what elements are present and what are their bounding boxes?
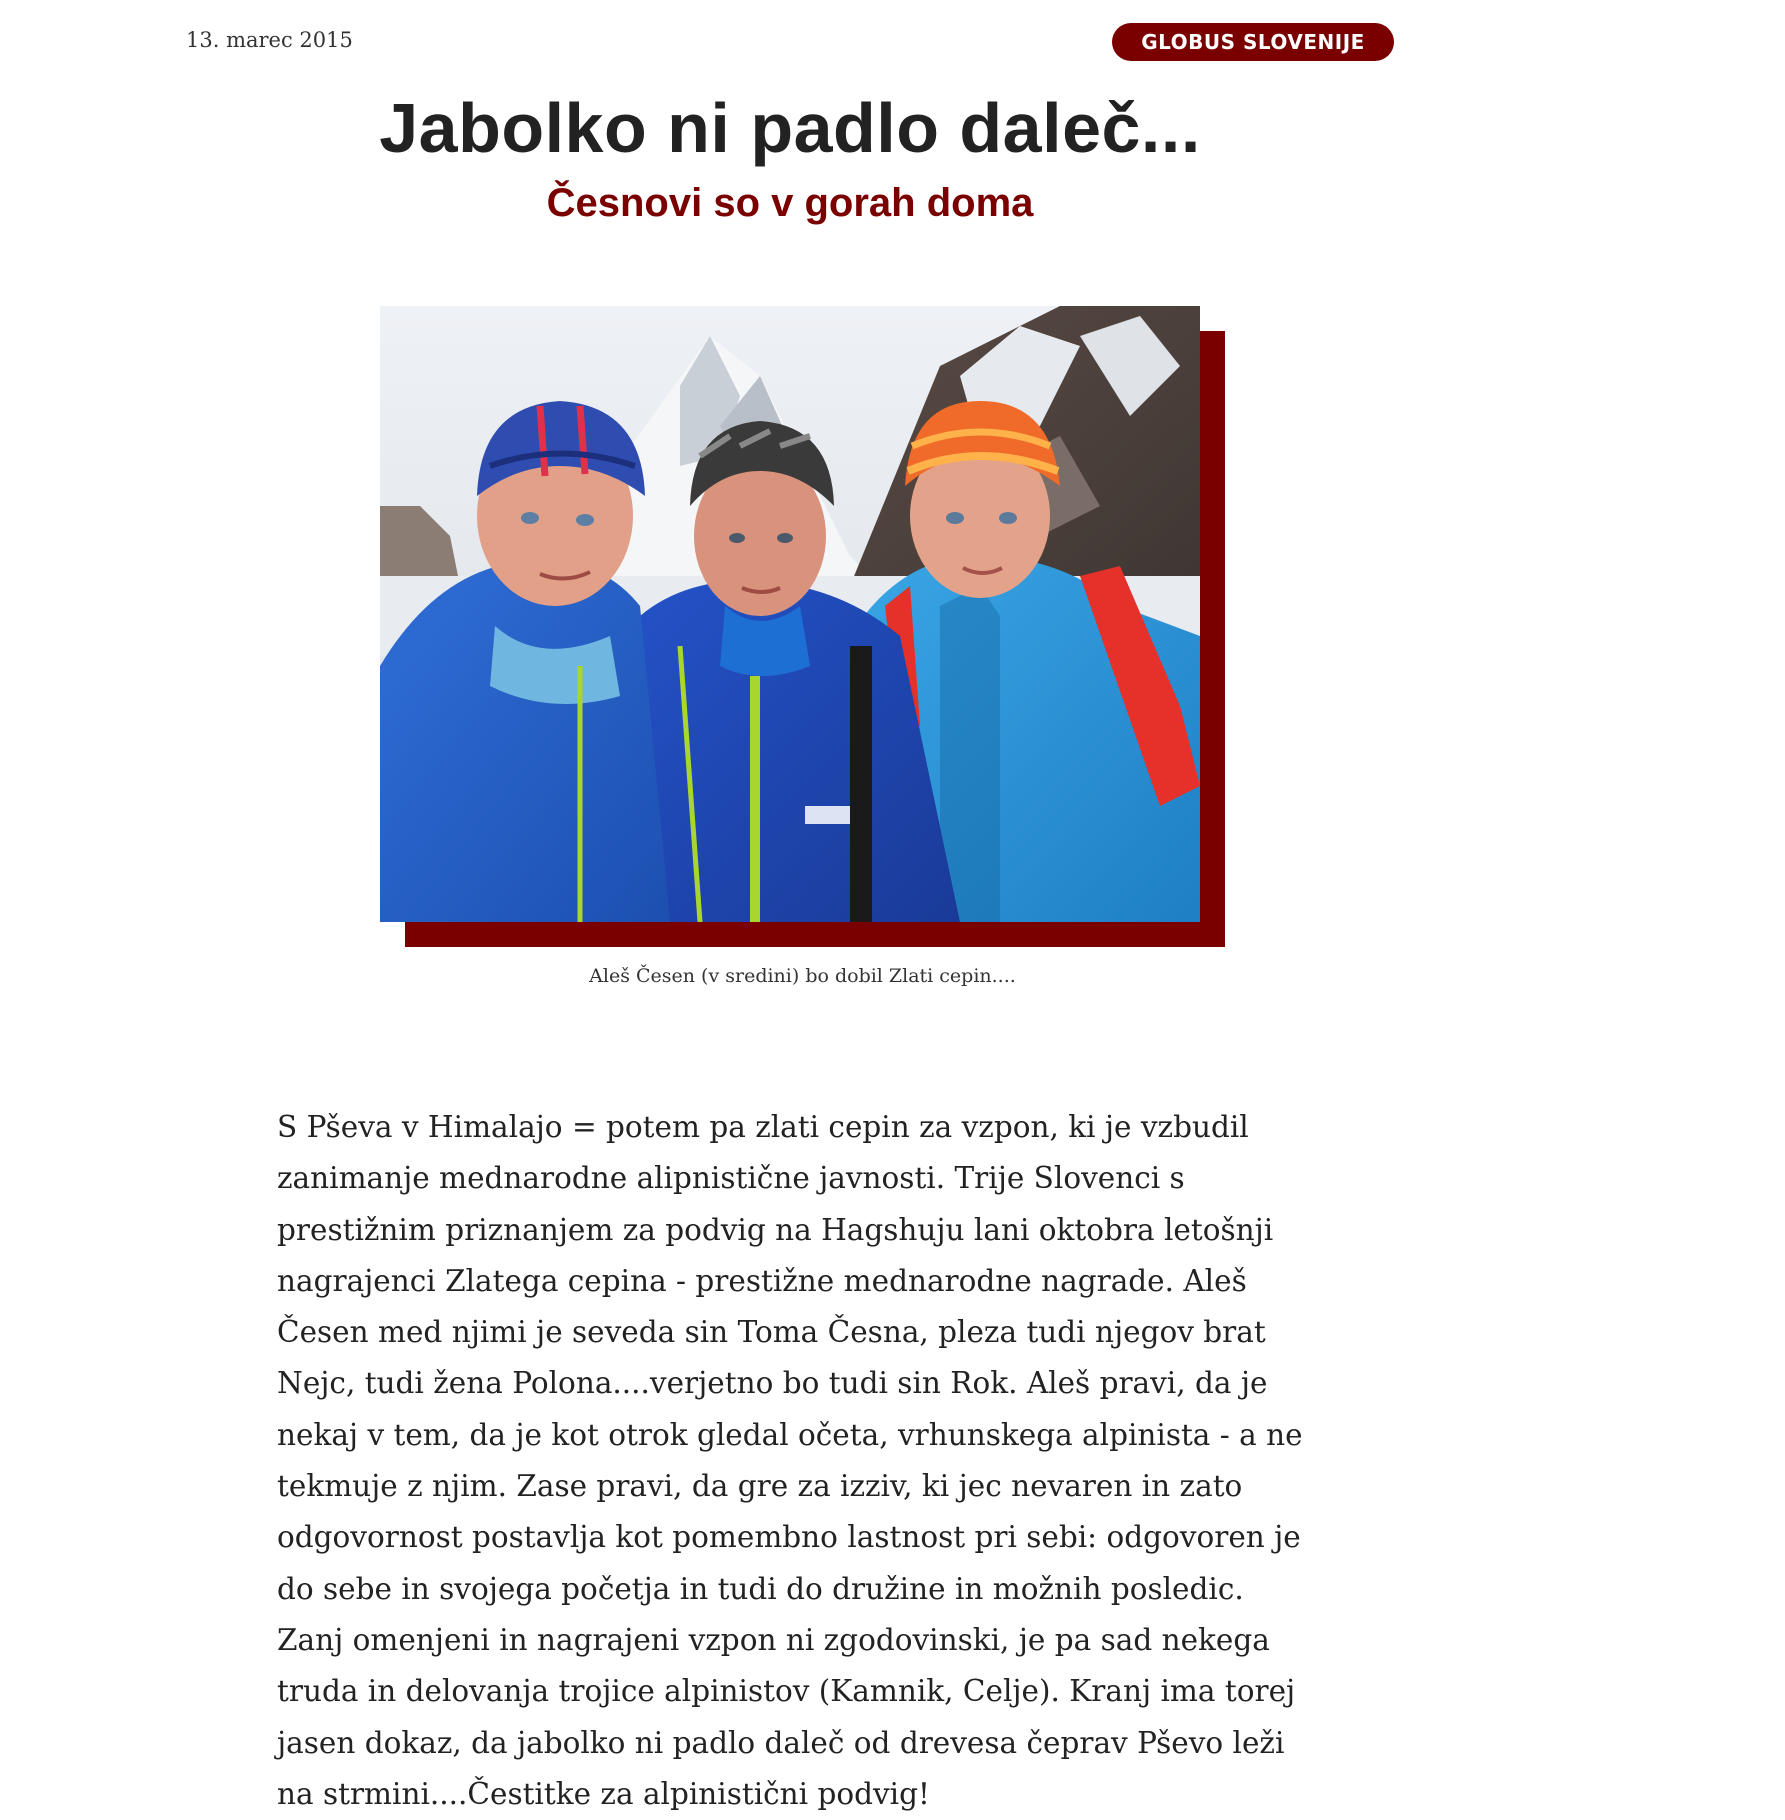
article-photo <box>380 306 1200 922</box>
image-caption: Aleš Česen (v sredini) bo dobil Zlati cepin.... <box>589 965 1016 987</box>
article-body: S Pševa v Himalajo = potem pa zlati cepin za vzpon, ki je vzbudil zanimanje mednarodne alipnistične javnosti. Trije Slovenci s prestižnim priznanjem za podvig na Hagshuju lani oktobra letošnji nagrajenci Zlatega cepina - prestižne mednarodne nagrade. Aleš Česen med njimi je seveda sin Toma Česna, pleza tudi njegov brat Nejc, tudi žena Polona....verjetno bo tudi sin Rok. Aleš pravi, da je nekaj v tem, da je kot otrok gledal očeta, vrhunskega alpinista - a ne tekmuje z njim. Zase pravi, da gre za izziv, ki jec nevaren in zato odgovornost postavlja kot pomembno lastnost pri sebi: odgovoren je do sebe in svojega početja in tudi do družine in možnih posledic. Zanj omenjeni in nagrajeni vzpon ni zgodovinski, je pa sad nekega truda in delovanja trojice alpinistov (Kamnik, Celje). Kranj ima torej jasen dokaz, da jabolko ni padlo daleč od drevesa čeprav Pševo leži na strmini....Čestitke za alpinistični podvig! <box>277 1110 1303 1811</box>
article-date: 13. marec 2015 <box>186 28 353 52</box>
article-subtitle: Česnovi so v gorah doma <box>546 181 1034 225</box>
category-badge[interactable]: GLOBUS SLOVENIJE <box>1112 23 1394 61</box>
article-title: Jabolko ni padlo daleč... <box>379 89 1201 167</box>
